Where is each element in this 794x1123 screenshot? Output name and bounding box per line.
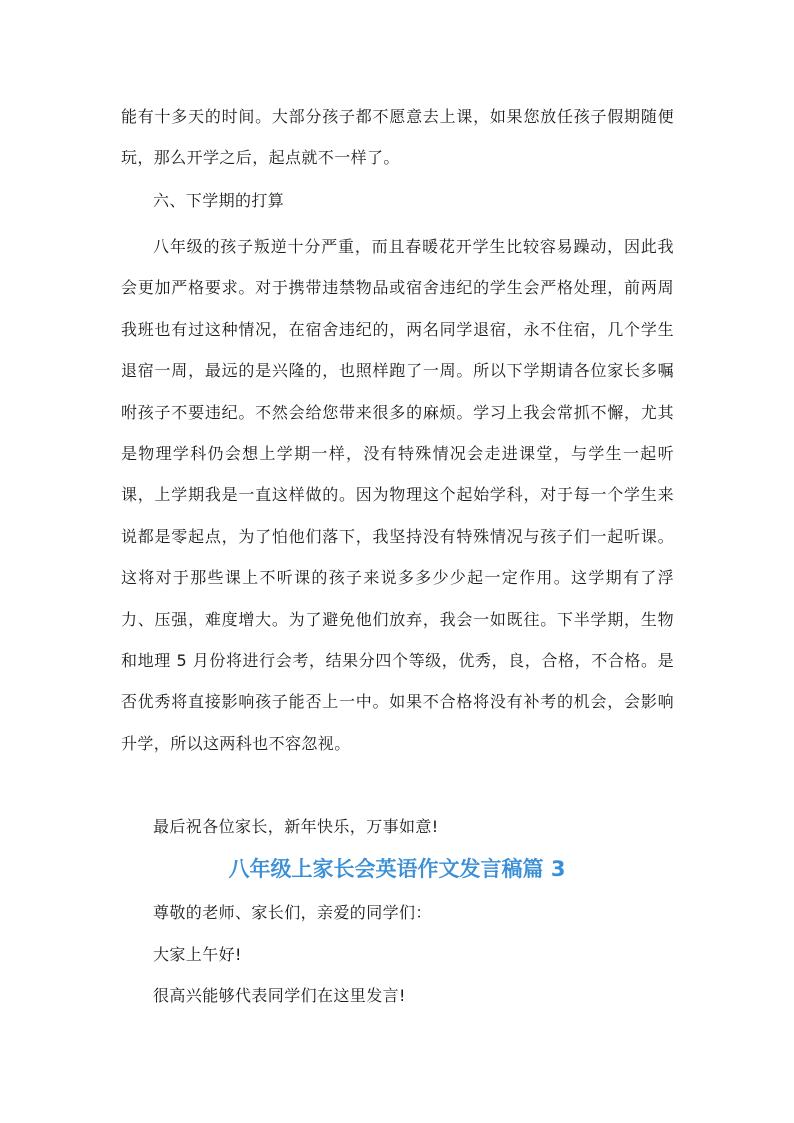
paragraph-next-semester-plan: 八年级的孩子叛逆十分严重，而且春暖花开学生比较容易躁动，因此我会更加严格要求。对于携带违禁物品或宿舍违纪的学生会严格处理，前两周我班也有过这种情况，在宿舍违纪的，两名同学退宿，永不住宿，几个学生退宿一周，最远的是兴隆的，也照样跑了一周。所以下学期请各位家长多嘱咐孩子不要违纪。不然会给您带来很多的麻烦。学习上我会常抓不懈，尤其是物理学科仍会想上学期一样，没有特殊情况会走进课堂，与学生一起听课，上学期我是一直这样做的。因为物理这个起始学科，对于每一个学生来说都是零起点，为了怕他们落下，我坚持没有特殊情况与孩子们一起听课。这将对于那些课上不听课的孩子来说多多少少起一定作用。这学期有了浮力、压强，难度增大。为了避免他们放弃，我会一如既往。下半学期，生物和地理 5 月份将进行会考，结果分四个等级，优秀，良，合格，不合格。是否优秀将直接影响孩子能否上一中。如果不合格将没有补考的机会，会影响升学，所以这两科也不容忽视。	[121, 237, 674, 753]
section-title: 八年级上家长会英语作文发言稿篇 3	[228, 857, 566, 881]
paragraph-honored-to-speak: 很高兴能够代表同学们在这里发言!	[153, 986, 406, 1005]
paragraph-good-morning: 大家上午好!	[153, 945, 242, 964]
section-heading-six: 六、下学期的打算	[153, 191, 285, 210]
paragraph-closing-wishes: 最后祝各位家长，新年快乐，万事如意!	[153, 817, 439, 836]
paragraph-continued: 能有十多天的时间。大部分孩子都不愿意去上课，如果您放任孩子假期随便玩，那么开学之后，起点就不一样了。	[121, 107, 674, 168]
paragraph-greeting: 尊敬的老师、家长们，亲爱的同学们：	[153, 903, 432, 922]
